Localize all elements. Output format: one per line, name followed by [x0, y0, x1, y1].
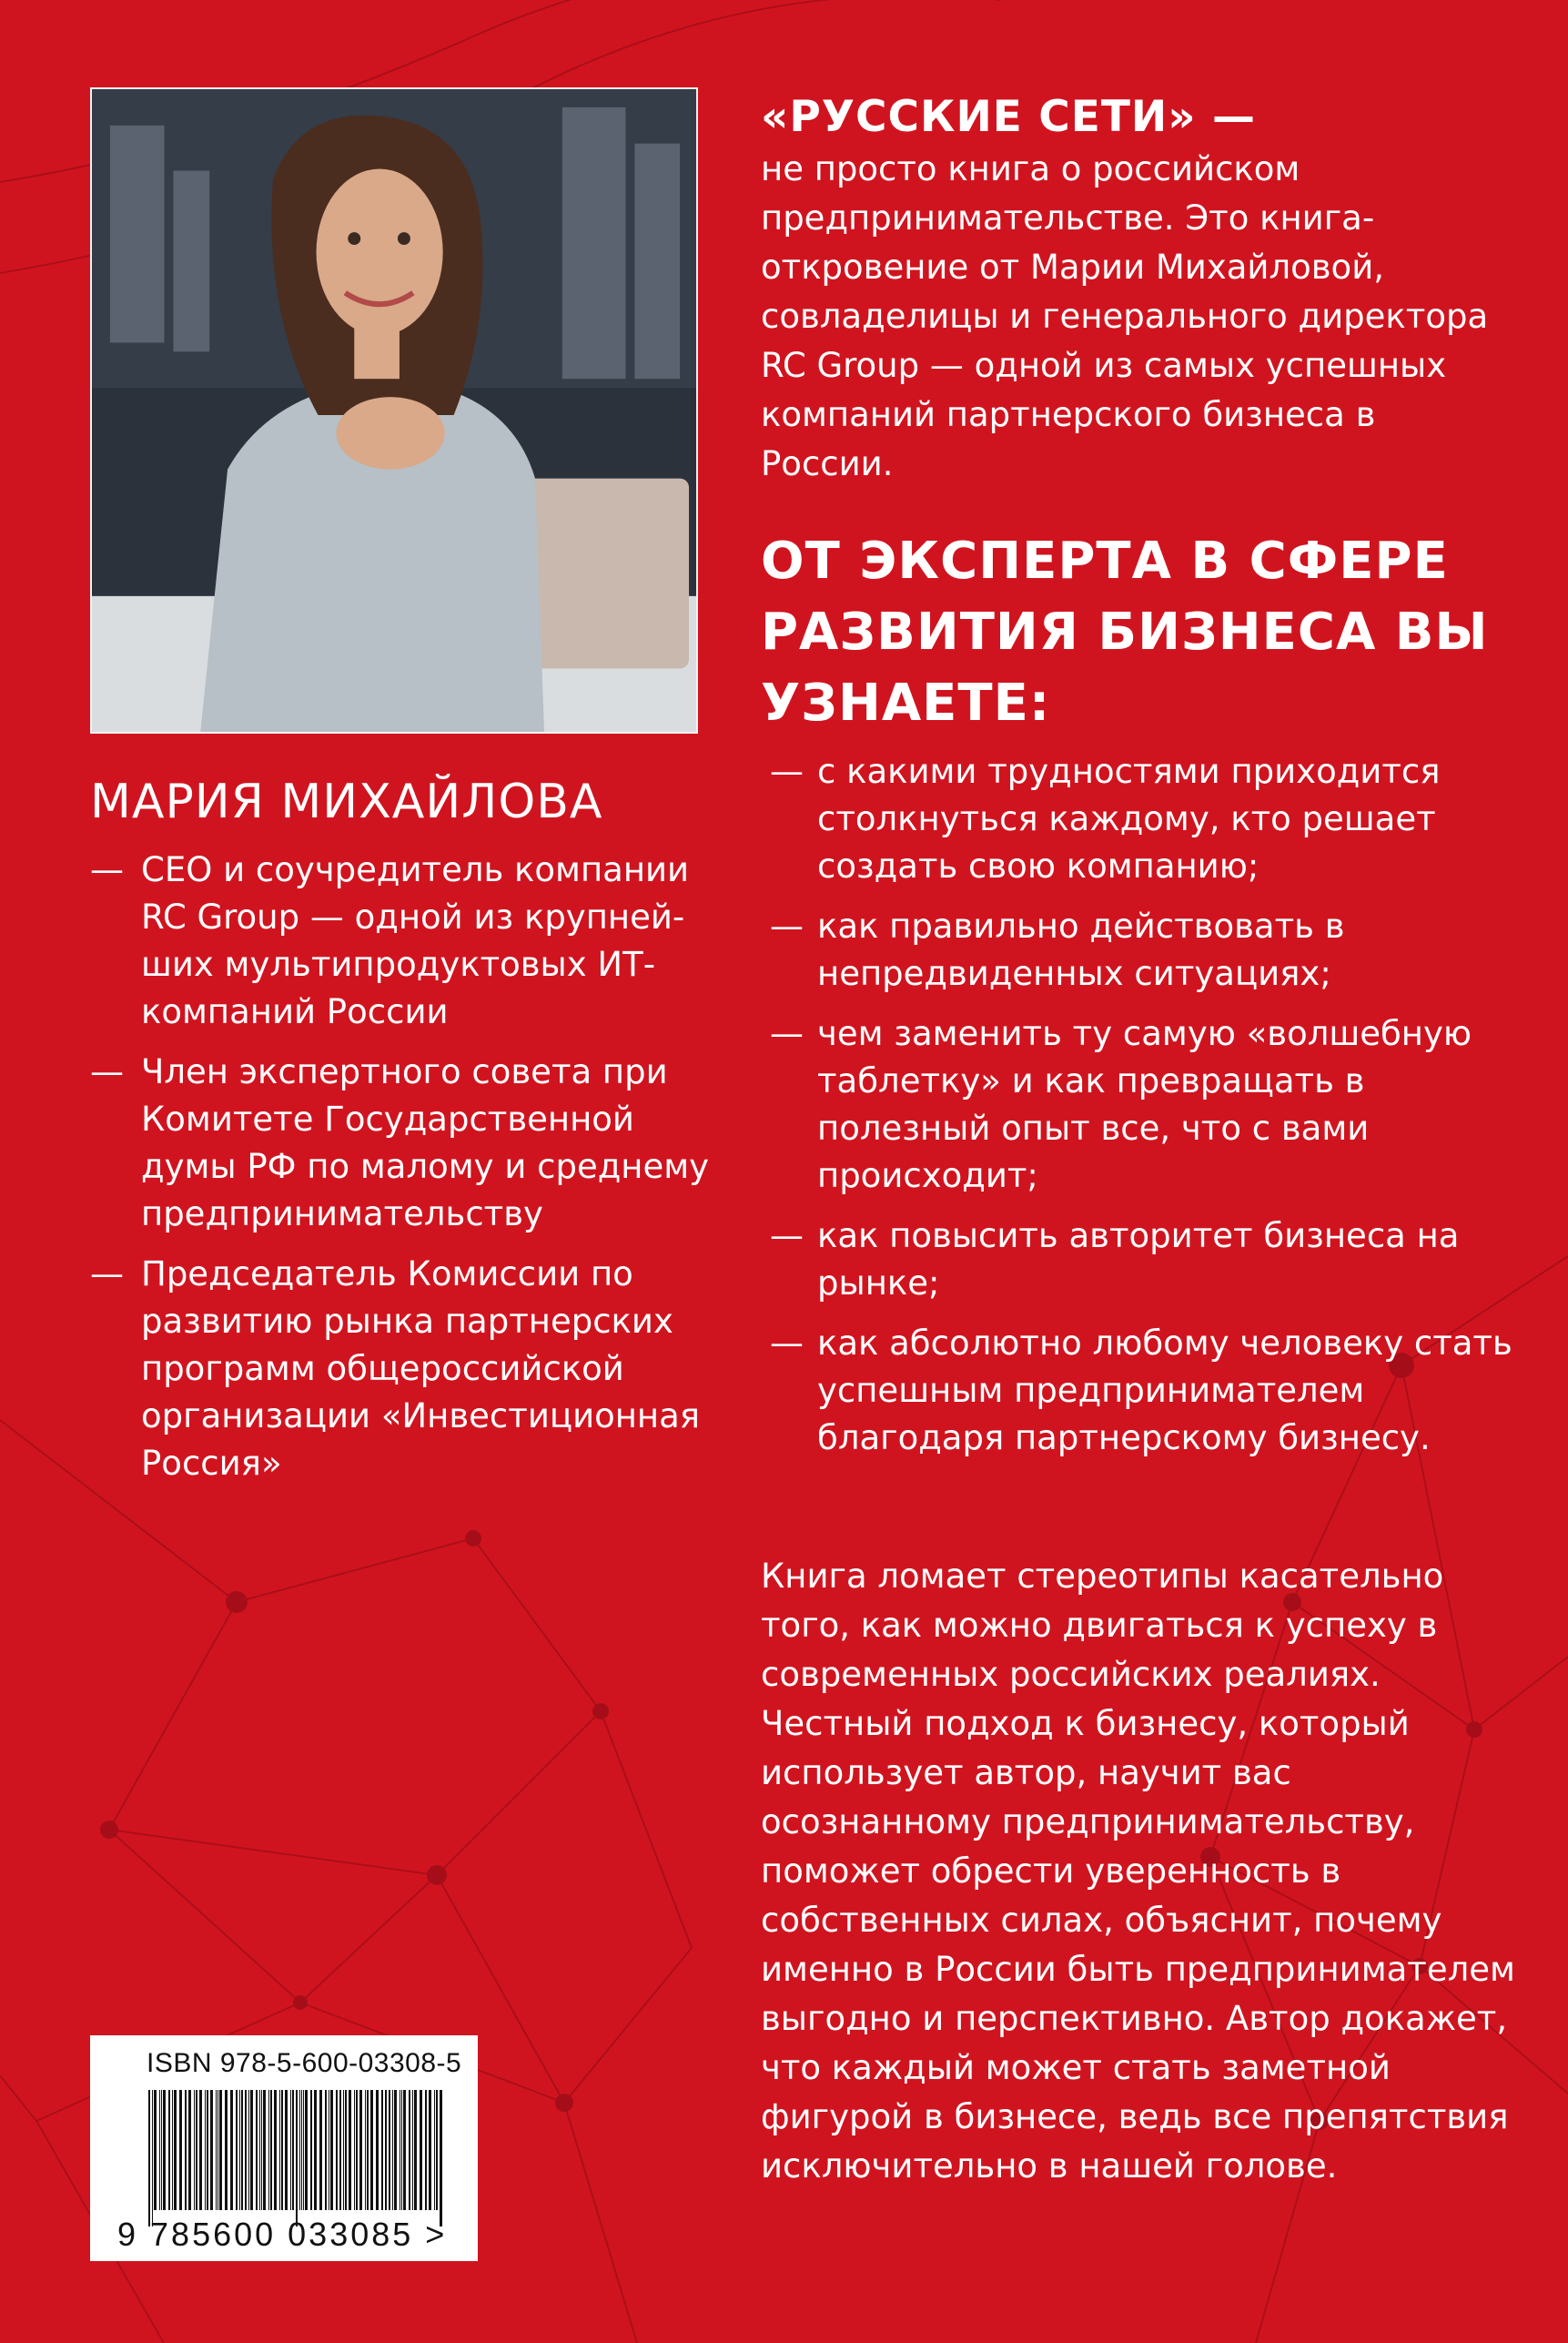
- book-description-text: не просто книга о российском предпринимательстве. Это книга-откровение от Марии Михайловой, совладелицы и генерального директора RC Group — одной из самых успешных компаний партнерского бизнеса в России.: [761, 149, 1489, 483]
- barcode-icon: [147, 2090, 447, 2226]
- author-photo: [90, 87, 698, 734]
- isbn-label: ISBN 978-5-600-03308-5: [147, 2048, 462, 2078]
- bio-item: — Председатель Комиссии по развитию рынка партнерских программ общероссийской организации «Инвестиционная Россия»: [90, 1251, 727, 1487]
- author-name: МАРИЯ МИХАЙЛОВА: [90, 775, 603, 829]
- bio-item: — СЕО и соучредитель компании RC Group — одной из крупней-ших мультипродуктовых ИТ-компаний России: [90, 847, 727, 1036]
- learn-item: — как абсолютно любому человеку стать успешным предпринимателем благодаря партнерскому бизнесу.: [770, 1320, 1525, 1462]
- bio-item: — Член экспертного совета при Комитете Государственной думы РФ по малому и среднему предпринимательству: [90, 1049, 727, 1238]
- learn-item: — чем заменить ту самую «волшебную таблетку» и как превращать в полезный опыт все, что с вами происходит;: [770, 1010, 1525, 1200]
- barcode-digits: 9 785600 033085 >: [117, 2216, 448, 2253]
- learn-item: — как правильно действовать в непредвиденных ситуациях;: [770, 903, 1525, 998]
- book-summary: Книга ломает стереотипы касательно того, как можно двигаться к успеху в современных российских реалиях. Честный подход к бизнесу, который использует автор, научит вас осознанному предпринимательству, поможет обрести уверенность в собственных силах, объяснит, почему именно в России быть предпринимателем выгодно и перспективно. Автор докажет, что каждый может стать заметной фигурой в бизнесе, ведь все препятствия исключительно в нашей голове.: [761, 1557, 1515, 2186]
- learn-list: [770, 748, 1525, 1475]
- book-description: [761, 93, 1507, 489]
- isbn-barcode-box: [90, 2035, 478, 2261]
- learn-item: — с какими трудностями приходится столкнуться каждому, кто решает создать свою компанию;: [770, 748, 1525, 890]
- learn-heading: ОТ ЭКСПЕРТА В СФЕРЕ РАЗВИТИЯ БИЗНЕСА ВЫ УЗНАЕТЕ:: [761, 532, 1489, 733]
- author-bio-list: [90, 847, 727, 1500]
- learn-item: — как повысить авторитет бизнеса на рынке;: [770, 1212, 1525, 1307]
- book-title: «РУССКИЕ СЕТИ» —: [761, 92, 1256, 142]
